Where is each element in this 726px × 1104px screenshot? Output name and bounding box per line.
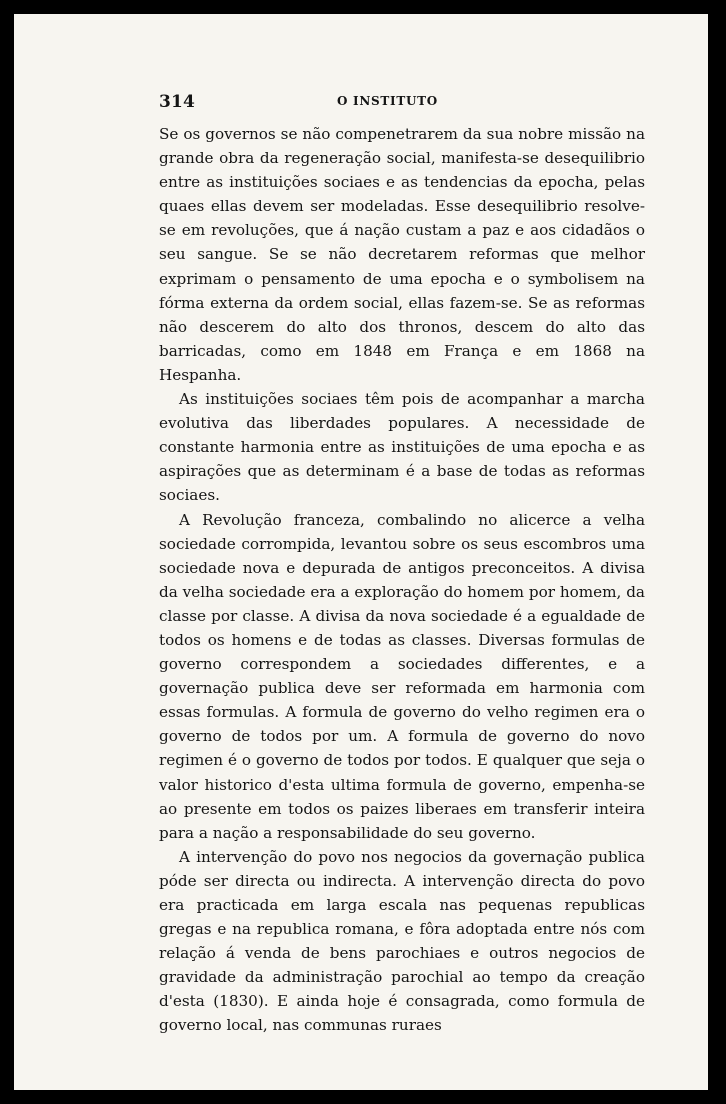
paragraph: A intervenção do povo nos negocios da governação publica póde ser directa ou indirecta. A intervenção directa do povo era practicada em larga escala nas pequenas republicas gregas e na republica romana, e fôra adoptada entre nós com relação á venda de bens parochiaes e outros negocios de gravidade da administração parochial ao tempo da creação d'esta (1830). E ainda hoje é consagrada, como formula de governo local, nas communas ruraes	[159, 847, 645, 1035]
running-title: O INSTITUTO	[337, 94, 438, 108]
paragraph: As instituições sociaes têm pois de acompanhar a marcha evolutiva das liberdades populares. A necessidade de constante harmonia entre as instituições de uma epocha e as aspirações que as determinam é a base de todas as reformas sociaes.	[159, 390, 645, 505]
document-page	[14, 14, 708, 1090]
page-number: 314	[159, 92, 196, 112]
body-text	[159, 122, 645, 1035]
paragraph: A Revolução franceza, combalindo no alicerce a velha sociedade corrompida, levantou sobre os seus escombros uma sociedade nova e depurada de antigos preconceitos. A divisa da velha sociedade era a exploração do homem por homem, da classe por classe. A divisa da nova sociedade é a egualdade de todos os homens e de todas as classes. Diversas formulas de governo correspondem a sociedades differentes, e a governação publica deve ser reformada em harmonia com essas formulas. A formula de governo do velho regimen era o governo de todos por um. A formula de governo do novo regimen é o governo de todos por todos. E qualquer que seja o valor historico d'esta ultima formula de governo, empenha-se ao presente em todos os paizes liberaes em transferir inteira para a nação a responsabilidade do seu governo.	[159, 510, 645, 842]
page-header	[159, 92, 647, 116]
paragraph: Se os governos se não compenetrarem da sua nobre missão na grande obra da regeneração social, manifesta-se desequilibrio entre as instituições sociaes e as tendencias da epocha, pelas quaes ellas devem ser modeladas. Esse desequilibrio resolve-se em revoluções, que á nação custam a paz e aos cidadãos o seu sangue. Se se não decretarem reformas que melhor exprimam o pensamento de uma epocha e o symbolisem na fórma externa da ordem social, ellas fazem-se. Se as reformas não descerem do alto dos thronos, descem do alto das barricadas, como em 1848 em França e em 1868 na Hespanha.	[159, 125, 645, 384]
